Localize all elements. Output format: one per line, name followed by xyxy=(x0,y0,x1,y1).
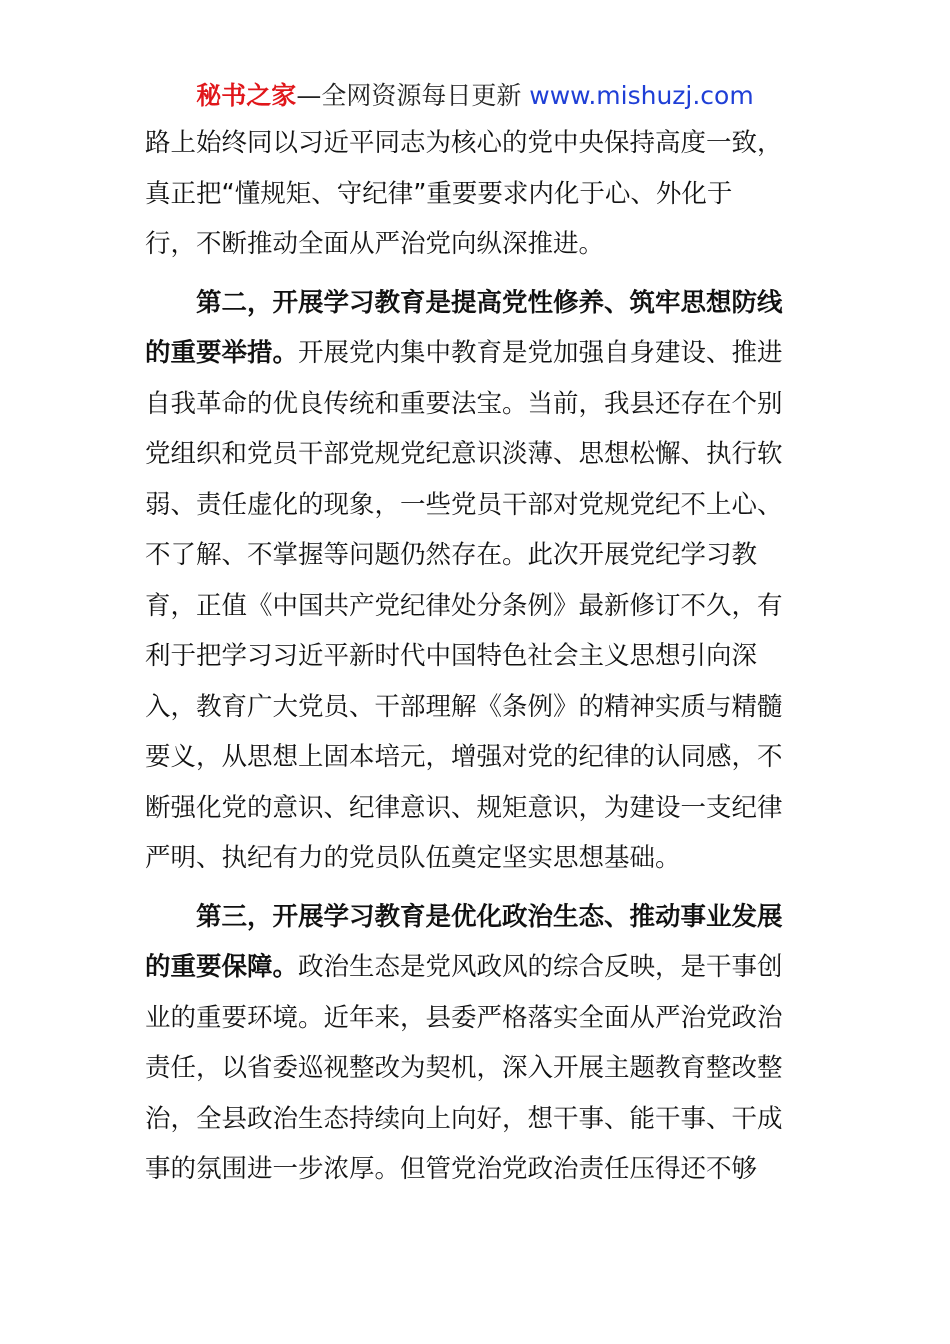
text-line: 断强化党的意识、纪律意识、规矩意识，为建设一支纪律 xyxy=(145,792,783,823)
text-line: 责任，以省委巡视整改为契机，深入开展主题教育整改整 xyxy=(145,1053,783,1083)
header-tagline: —全网资源每日更新 xyxy=(296,81,522,110)
text-line: 事的氛围进一步浓厚。但管党治党政治责任压得还不够 xyxy=(145,1154,758,1184)
text-line: 严明、执纪有力的党员队伍奠定坚实思想基础。 xyxy=(145,843,681,873)
paragraph xyxy=(145,118,807,270)
text-line: 路上始终同以习近平同志为核心的党中央保持高度一致， xyxy=(145,128,783,158)
website-link[interactable]: www.mishuzj.com xyxy=(529,81,754,110)
text-line: 自我革命的优良传统和重要法宝。当前，我县还存在个别 xyxy=(145,388,783,419)
text-line: 治，全县政治生态持续向上向好，想干事、能干事、干成 xyxy=(145,1103,783,1134)
paragraph-heading: 的重要举措。 xyxy=(145,338,299,368)
text-line: 真正把“懂规矩、守纪律”重要要求内化于心、外化于 xyxy=(145,178,733,209)
text-line: 的重要保障。政治生态是党风政风的综合反映，是干事创 xyxy=(145,952,783,982)
text-line: 育，正值《中国共产党纪律处分条例》最新修订不久，有 xyxy=(145,590,783,621)
text-line: 行，不断推动全面从严治党向纵深推进。 xyxy=(145,229,605,259)
text-line: 利于把学习习近平新时代中国特色社会主义思想引向深 xyxy=(145,641,758,671)
document-body xyxy=(145,118,807,1195)
text-line xyxy=(145,892,807,943)
text-line: 党组织和党员干部党规党纪意识淡薄、思想松懈、执行软 xyxy=(145,439,783,469)
text-line: 入，教育广大党员、干部理解《条例》的精神实质与精髓 xyxy=(145,691,783,722)
paragraph xyxy=(145,892,807,1195)
paragraph-heading: 的重要保障。 xyxy=(145,952,299,982)
text-line xyxy=(145,278,807,329)
text-line: 业的重要环境。近年来，县委严格落实全面从严治党政治 xyxy=(145,1002,783,1033)
paragraph-heading: 第二，开展学习教育是提高党性修养、筑牢思想防线 xyxy=(196,287,783,318)
text-line: 不了解、不掌握等问题仍然存在。此次开展党纪学习教 xyxy=(145,540,758,570)
paragraph xyxy=(145,278,807,884)
paragraph-heading: 第三，开展学习教育是优化政治生态、推动事业发展 xyxy=(196,901,783,932)
text-line: 的重要举措。开展党内集中教育是党加强自身建设、推进 xyxy=(145,338,783,368)
text-line: 弱、责任虚化的现象，一些党员干部对党规党纪不上心、 xyxy=(145,489,783,520)
text-line: 要义，从思想上固本培元，增强对党的纪律的认同感，不 xyxy=(145,742,783,772)
page-header xyxy=(0,78,950,114)
brand-name: 秘书之家 xyxy=(196,81,297,110)
